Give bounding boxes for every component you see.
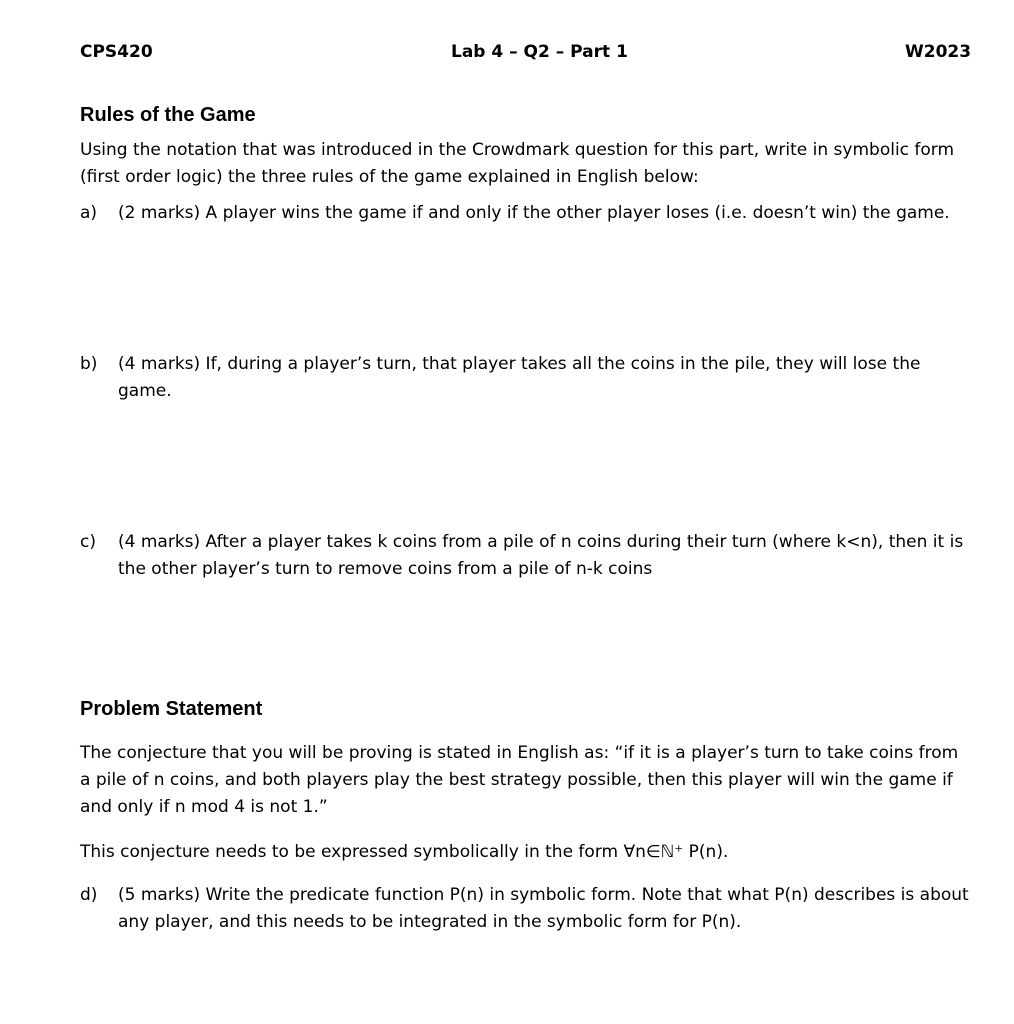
conjecture-text: The conjecture that you will be proving is stated in English as: “if it is a player’s turn to take coins from a pile of n coins, and both players play the best strategy possible, then this player will win the game if and only if n mod 4 is not 1.”: [80, 743, 959, 817]
question-a-text: (2 marks) A player wins the game if and only if the other player loses (i.e. doesn’t win) the game.: [118, 203, 950, 223]
question-b-label: b): [80, 354, 98, 374]
question-d-label: d): [80, 885, 98, 905]
problem-heading: Problem Statement: [80, 698, 263, 720]
header-term: W2023: [905, 42, 972, 62]
rules-heading: Rules of the Game: [80, 104, 256, 126]
header-course: CPS420: [80, 42, 153, 62]
question-d-text: (5 marks) Write the predicate function P(n) in symbolic form. Note that what P(n) describes is about any player, and this needs to be integrated in the symbolic form for P(n).: [118, 885, 969, 932]
question-c-text: (4 marks) After a player takes k coins from a pile of n coins during their turn (where k<n), then it is the other player’s turn to remove coins from a pile of n-k coins: [118, 532, 964, 579]
question-c-label: c): [80, 532, 96, 552]
question-b-text: (4 marks) If, during a player’s turn, that player takes all the coins in the pile, they will lose the game.: [118, 354, 921, 401]
rules-intro: Using the notation that was introduced in the Crowdmark question for this part, write in symbolic form (first order logic) the three rules of the game explained in English below:: [80, 140, 955, 187]
symbolic-form-note: This conjecture needs to be expressed symbolically in the form ∀n∈ℕ⁺ P(n).: [80, 842, 729, 862]
question-a-label: a): [80, 203, 98, 223]
header-lab-title: Lab 4 – Q2 – Part 1: [451, 42, 628, 62]
